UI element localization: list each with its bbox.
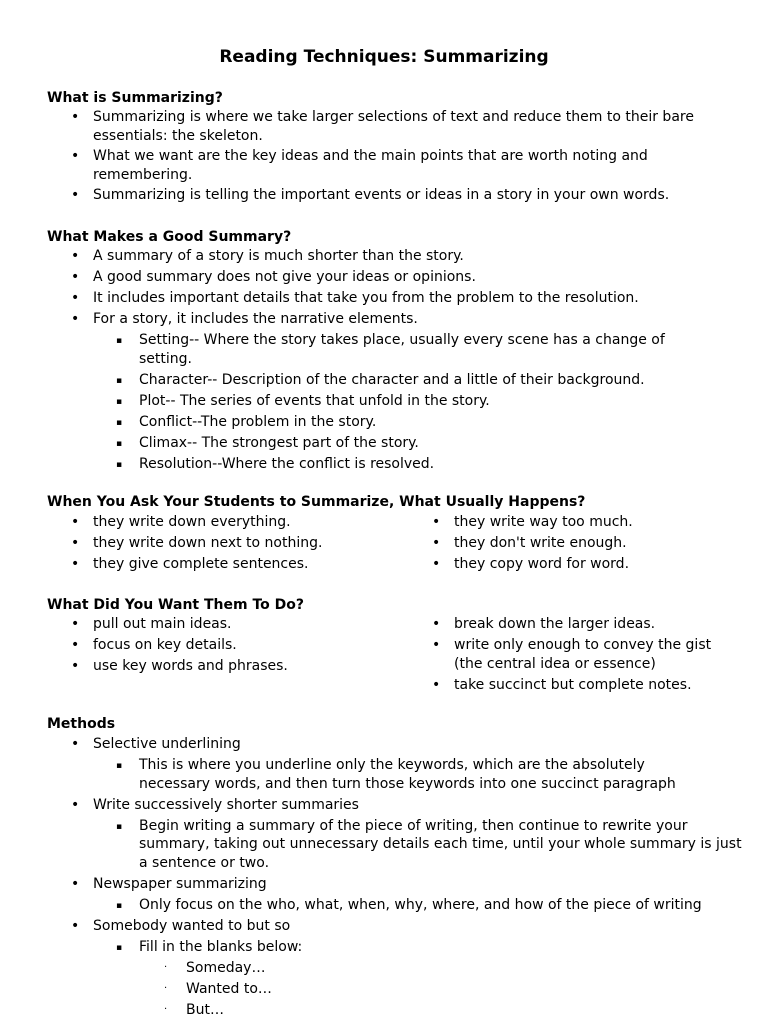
list-item: • break down the larger ideas. <box>432 616 656 632</box>
list-item: ▪ Only focus on the who, what, when, why, where, and how of the piece of writing <box>47 896 747 915</box>
usually-happens-right-list <box>408 513 728 576</box>
bullet-icon: • <box>71 658 80 674</box>
bullet-icon: • <box>71 616 80 632</box>
dot-bullet-icon: · <box>164 982 168 994</box>
list-item: ▪ This is where you underline only the keywords, which are the absolutely necessary words, and then turn those keywords into one succinct paragraph <box>116 757 676 792</box>
list-item: • A summary of a story is much shorter than the story. <box>71 248 464 264</box>
square-bullet-icon: ▪ <box>116 942 123 953</box>
list-item: ▪ Climax-- The strongest part of the story. <box>47 434 737 453</box>
section-heading-usually-happens: When You Ask Your Students to Summarize, What Usually Happens? <box>47 494 586 510</box>
bullet-icon: • <box>432 616 441 632</box>
list-item: • they write down everything. <box>71 514 291 530</box>
bullet-icon: • <box>71 875 80 892</box>
list-item: • Write successively shorter summaries <box>71 796 359 813</box>
page-title: Reading Techniques: Summarizing <box>219 47 549 67</box>
bullet-icon: • <box>432 676 441 693</box>
square-bullet-icon: ▪ <box>116 459 123 470</box>
square-bullet-icon: ▪ <box>116 396 123 407</box>
what-is-list <box>47 108 737 207</box>
square-bullet-icon: ▪ <box>116 438 123 449</box>
list-item: • they copy word for word. <box>432 556 630 572</box>
list-item: ▪ Setting-- Where the story takes place, usually every scene has a change of setting. <box>116 332 665 367</box>
bullet-icon: • <box>432 556 441 572</box>
section-heading-methods: Methods <box>47 716 116 732</box>
bullet-icon: • <box>432 514 441 530</box>
list-item: • write only enough to convey the gist (the central idea or essence) <box>432 637 712 672</box>
bullet-icon: • <box>71 311 80 327</box>
bullet-icon: • <box>71 109 80 125</box>
bullet-icon: • <box>71 556 80 572</box>
bullet-icon: • <box>71 514 80 530</box>
bullet-icon: • <box>71 917 80 934</box>
bullet-icon: • <box>71 248 80 264</box>
bullet-icon: • <box>71 535 80 551</box>
list-item: ▪ Fill in the blanks below: <box>47 938 747 957</box>
square-bullet-icon: ▪ <box>116 417 123 428</box>
methods-list <box>47 735 747 1022</box>
bullet-icon: • <box>71 148 80 164</box>
list-item: • they don't write enough. <box>432 535 627 551</box>
section-heading-good-summary: What Makes a Good Summary? <box>47 229 292 245</box>
list-item: • A good summary does not give your ideas or opinions. <box>71 269 476 285</box>
list-item: • Summarizing is telling the important events or ideas in a story in your own words. <box>71 187 670 203</box>
list-item: • Selective underlining <box>71 736 241 752</box>
bullet-icon: • <box>432 535 441 551</box>
good-summary-list <box>47 247 737 476</box>
list-item: • they write down next to nothing. <box>71 535 323 551</box>
list-item: • For a story, it includes the narrative elements. <box>71 311 418 327</box>
bullet-icon: • <box>71 796 80 813</box>
square-bullet-icon: ▪ <box>116 375 123 386</box>
section-heading-want-them: What Did You Want Them To Do? <box>47 597 304 613</box>
list-item: • use key words and phrases. <box>71 658 288 674</box>
bullet-icon: • <box>71 290 80 306</box>
want-them-left-list <box>47 615 407 678</box>
square-bullet-icon: ▪ <box>116 761 123 771</box>
dot-bullet-icon: · <box>164 961 168 973</box>
list-item: • take succinct but complete notes. <box>432 676 692 693</box>
list-item: • they write way too much. <box>432 514 633 530</box>
bullet-icon: • <box>71 736 80 752</box>
square-bullet-icon: ▪ <box>116 900 123 911</box>
list-item: • Somebody wanted to but so <box>71 917 291 934</box>
list-item: • pull out main ideas. <box>71 616 232 632</box>
want-them-right-list <box>408 615 728 697</box>
square-bullet-icon: ▪ <box>116 336 123 346</box>
list-item: ▪ Plot-- The series of events that unfold in the story. <box>47 392 737 411</box>
list-item: • they give complete sentences. <box>71 556 309 572</box>
list-item: • Summarizing is where we take larger selections of text and reduce them to their bare essentials: the skeleton. <box>71 109 694 144</box>
square-bullet-icon: ▪ <box>116 821 123 832</box>
bullet-icon: • <box>71 269 80 285</box>
list-item: ▪ Begin writing a summary of the piece of writing, then continue to rewrite your summary, taking out unnecessary details each time, until your whole summary is just a sentence or two. <box>116 817 742 871</box>
list-item: • focus on key details. <box>71 637 237 653</box>
bullet-icon: • <box>71 187 80 203</box>
list-item: · Someday… <box>164 959 266 976</box>
bullet-icon: • <box>71 637 80 653</box>
bullet-icon: • <box>432 637 441 653</box>
list-item: • What we want are the key ideas and the main points that are worth noting and remembering. <box>71 148 648 183</box>
section-heading-what-is: What is Summarizing? <box>47 90 223 106</box>
list-item: · But… <box>164 1001 224 1018</box>
list-item: • Newspaper summarizing <box>71 875 267 892</box>
dot-bullet-icon: · <box>164 1003 168 1015</box>
usually-happens-left-list <box>47 513 407 576</box>
list-item: · Wanted to… <box>164 980 272 997</box>
list-item: ▪ Resolution--Where the conflict is resolved. <box>47 455 737 474</box>
list-item: • It includes important details that take you from the problem to the resolution. <box>71 290 639 306</box>
list-item: ▪ Character-- Description of the character and a little of their background. <box>47 371 737 390</box>
list-item: ▪ Conflict--The problem in the story. <box>47 413 737 432</box>
